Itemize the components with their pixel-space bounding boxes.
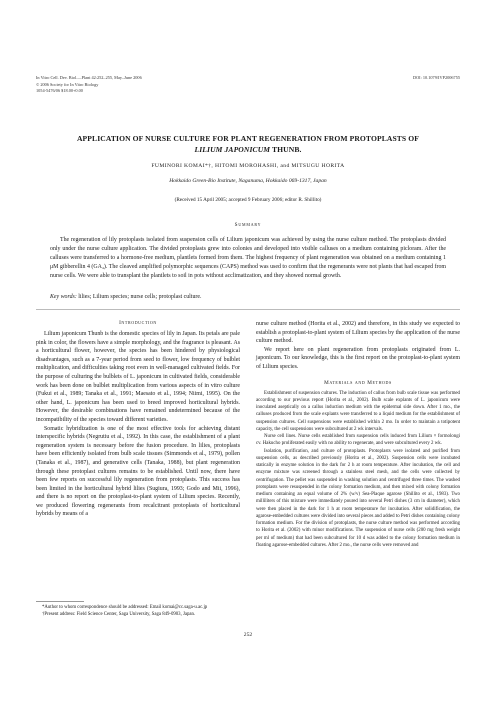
article-title <box>50 134 446 155</box>
methods-paragraph-nurse: Nurse cell lines. Nurse cells established from suspension cells induced from Lilium × formolongi cv. Hakucho proliferated easily with no ability to regenerate, and were subcultured every 2 wk. <box>256 434 460 447</box>
footnote-correspondence: *Author to whom correspondence should be addressed: Email komai@cc.saga-u.ac.jp <box>42 605 208 610</box>
summary-text: The regeneration of lily protoplasts isolated from suspension cells of Lilium japonicum was achieved by using the nurse culture method. The protoplasts divided only under the nurse culture application. The divided protoplasts grew into colonies and developed into visible calluses on a medium containing picloram. After the calluses were transferred to a hormone-free medium, plantlets formed from them. The highest frequency of plant regeneration was obtained on a medium containing 1 μM gibberellin 4 (GA₄). The cleaved amplified polymorphic sequences (CAPS) method was used to confirm that the regenerants were not plants that had escaped from nurse cells. We were able to transplant the plantlets to soil in pots without acclimatization, and they showed normal growth. <box>50 237 446 280</box>
title-line-2 <box>50 145 446 156</box>
doi-header <box>413 75 460 82</box>
keywords-list: lilies; Lilium species; nurse cells; protoplast culture. <box>76 294 202 300</box>
received-dates: (Received 15 April 2005; accepted 9 February 2006; editor R. Shillito) <box>174 197 322 203</box>
section-divider <box>36 309 460 310</box>
keywords-label: Key words: <box>50 294 77 300</box>
footnote-rule <box>36 601 84 602</box>
methods-heading: Materials and Methods <box>324 379 392 386</box>
issn-line: 1054-5476/06 $18.00+0.00 <box>36 88 83 94</box>
title-authority: THUNB. <box>270 144 302 154</box>
title-species: LILIUM JAPONICUM <box>194 144 271 154</box>
intro-paragraph-2: Somatic hybridization is one of the most effective tools for achieving distant interspecific hybrids (Negrutiu et al., 1992). In this case, the establishment of a plant regeneration system is necessary before the fusion procedure. In lilies, protoplasts have been efficiently isolated from bulb scale tissues (Simmonds et al., 1979), pollen (Tanaka et al., 1987), and generative cells (Tanaka, 1988), but plant regeneration through these protoplast cultures remains to be established. Until now, there have been few reports on successful lily regeneration from protoplasts. This success has been limited in the horticultural hybrid lilies (Sugiura, 1993; Godo and Mii, 1996), and there is no report on the protoplast-to-plant system of Lilium species. Recently, we produced flowering regenerants from recalcitrant protoplasts of horticultural hybrids by means of a <box>36 425 240 518</box>
page-number: 252 <box>243 632 253 638</box>
summary-heading: Summary <box>234 222 262 228</box>
methods-paragraph-isolation: Isolation, purification, and culture of protoplasts. Protoplasts were isolated and purified from suspension cells, as described previously (Horita et al., 2002). Suspension cells were incubated statically in enzyme solution in the dark for 2 h at room temperature. After incubation, the cell and enzyme mixture was screened through a stainless steel mesh, and the cells were collected by centrifugation. The pellet was suspended in washing solution and centrifuged three times. The washed protoplasts were resuspended in the colony formation medium, and then mixed with colony formation medium containing an equal volume of 2% (w/v) Sea-Plaque agarose (Shillito et al., 1983). Two milliliters of this mixture were immediately poured into several Petri dishes (3 cm in diameter), which were then placed in the dark for 1 h at room temperature for incubation. After solidification, the agarose-embedded cultures were divided into several pieces and added to Petri dishes containing colony formation medium. For the division of protoplasts, the nurse culture method was performed according to Horita et al. (2002) with minor modifications. The suspension of nurse cells (200 mg fresh weight per ml of medium) that had been subcultured for 10 d was added to the colony formation medium in floating agarose-embedded cultures. After 2 mo., the nurse cells were removed and <box>256 448 460 548</box>
keywords <box>50 293 446 302</box>
doi: DOI: 10.1079/IVP2006755 <box>412 75 460 80</box>
right-column <box>256 320 460 549</box>
journal-citation: In Vitro Cell. Dev. Biol.—Plant 42:252–255, May–June 2006 <box>36 75 142 80</box>
intro-continuation-2: We report here on plant regeneration from protoplasts originated from L. japonicum. To our knowledge, this is the first report on the protoplast-to-plant system of Lilium species. <box>256 346 460 370</box>
authors: FUMINORI KOMAI*†, HITOMI MOROHASHI, and MITSUGU HORITA <box>151 163 345 169</box>
journal-header <box>36 75 142 95</box>
left-column <box>36 320 240 519</box>
intro-paragraph-1: Lilium japonicum Thunb is the domestic species of lily in Japan. Its petals are pale pink in color, the flowers have a simple morphology, and the fragrance is pleasant. As a horticultural flower, however, the species has been hindered by physiological disadvantages, such as a 7-year period from seed to flower, low frequency of bulblet multiplication, and difficulties taking root even in well-managed cultivated fields. For the purpose of culturing the bulblets of L. japonicum in cultivated fields, considerable work has been done on bulblet multiplication from various aspects of in vitro culture (Fukui et al., 1989; Tanaka et al., 1991; Maesato et al., 1994; Niimi, 1995). On the other hand, L. japonicum has been used to breed improved horticultural hybrids. However, the desirable combinations have remained undetermined because of the incompatibility of the species toward different varieties. <box>36 331 240 423</box>
intro-continuation: nurse culture method (Horita et al., 2002) and therefore, in this study we expected to establish a protoplast-to-plant system of Lilium species by the application of the nurse culture method. <box>256 321 460 345</box>
introduction-heading: Introduction <box>119 320 157 326</box>
footnotes <box>36 604 240 618</box>
affiliation: Hokkaido Green-Bio Institute, Naganuma, Hokkaido 069-1317, Japan <box>169 178 327 184</box>
footnote-address: †Present address: Field Science Center, Saga University, Saga 849-0903, Japan. <box>42 612 196 617</box>
methods-paragraph-suspension: Establishment of suspension cultures. The induction of callus from bulb scale tissue was performed according to our previous report (Horita et al., 2002). Bulb scale explants of L. japonicum were inoculated aseptically on a callus induction medium with the epidermal side down. After 1 mo., the calluses produced from the scale explants were transferred to a liquid medium for the establishment of suspension cultures. Cell suspensions were established within 2 mo. In order to maintain a totipotent capacity, the cell suspensions were subcultured at 2 wk intervals. <box>256 390 460 432</box>
copyright-line: © 2006 Society for In Vitro Biology <box>36 81 99 87</box>
title-line-1: APPLICATION OF NURSE CULTURE FOR PLANT REGENERATION FROM PROTOPLASTS OF <box>76 134 420 143</box>
